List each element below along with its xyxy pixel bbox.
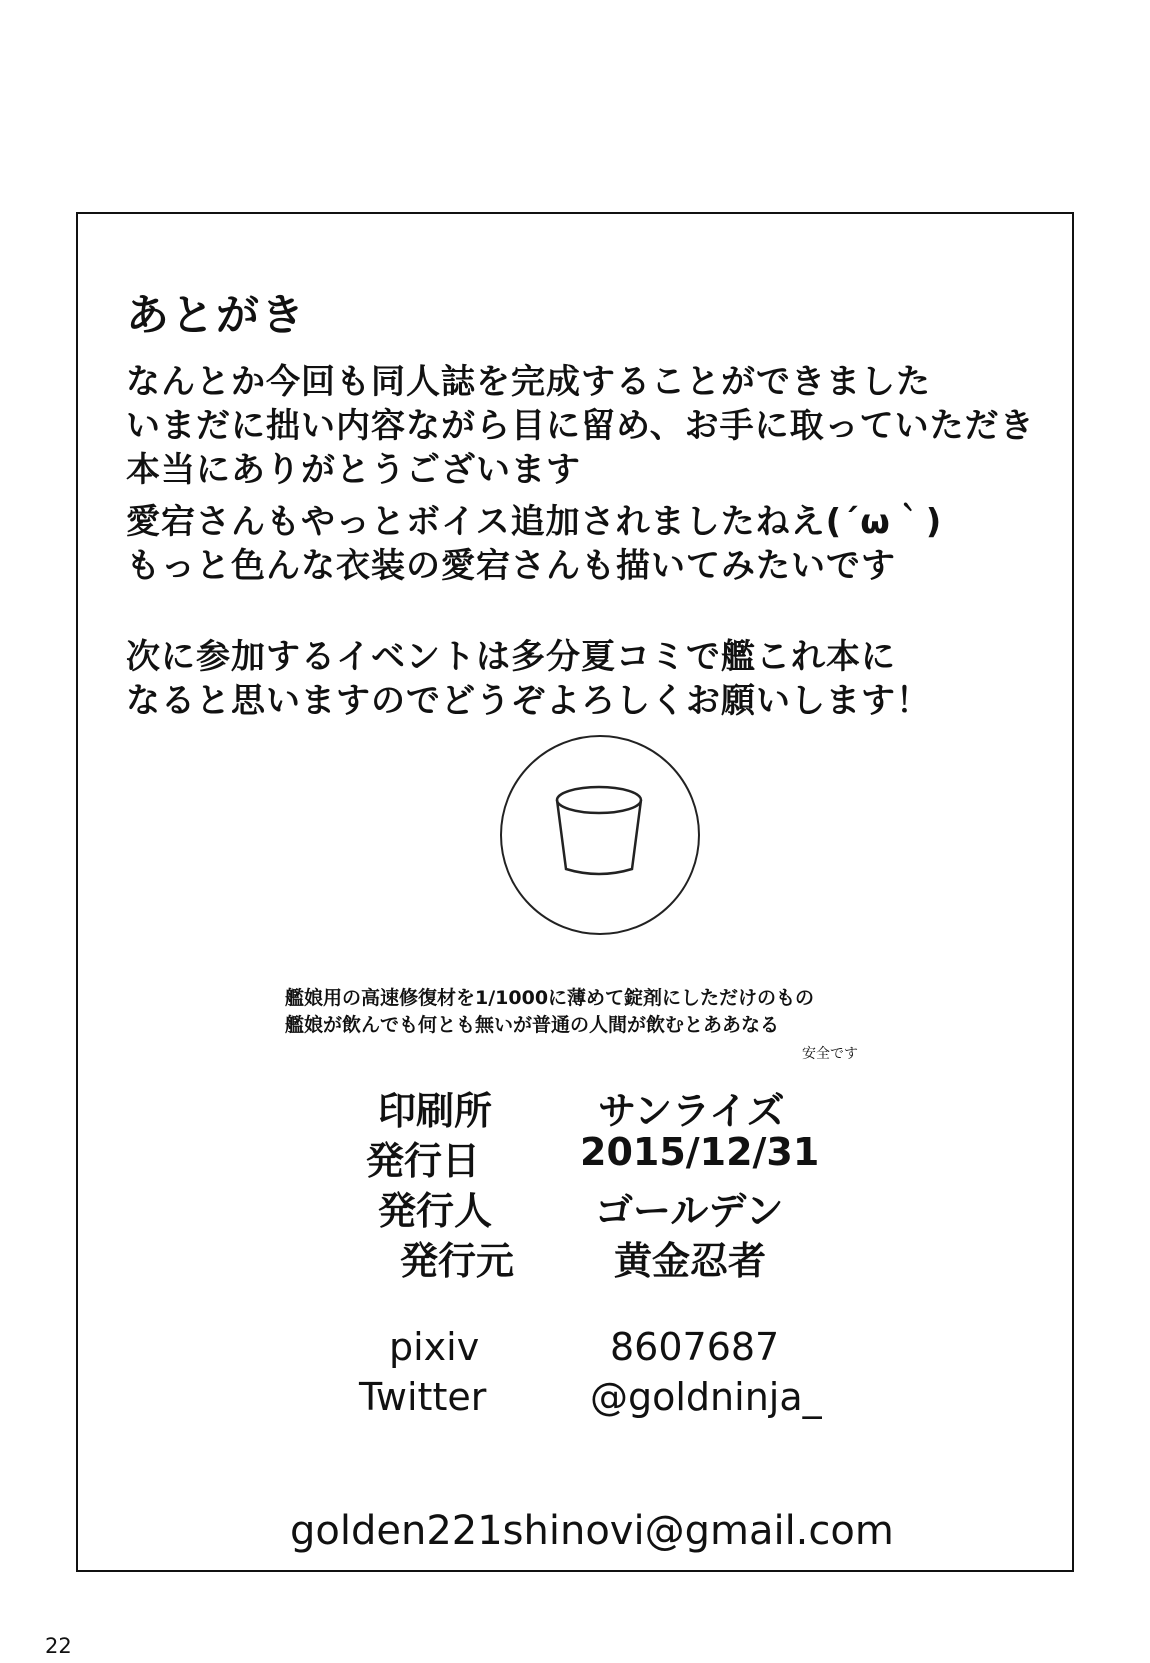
cup-icon bbox=[502, 737, 702, 937]
caption-note: 安全です bbox=[802, 1046, 858, 1062]
page-number: 22 bbox=[45, 1634, 72, 1658]
text-line: もっと色んな衣装の愛宕さんも描いてみたいです bbox=[126, 546, 896, 586]
pixiv-label: pixiv bbox=[389, 1325, 480, 1369]
caption-line: 艦娘が飲んでも何とも無いが普通の人間が飲むとああなる bbox=[285, 1014, 780, 1036]
printer-label: 印刷所 bbox=[378, 1089, 493, 1133]
issuer-value: 黄金忍者 bbox=[614, 1239, 767, 1283]
pill-caption bbox=[285, 985, 814, 1039]
date-label: 発行日 bbox=[366, 1139, 481, 1183]
pill-cup-illustration bbox=[500, 735, 700, 935]
afterword-heading: あとがき bbox=[126, 291, 306, 341]
contact-email: golden221shinovi@gmail.com bbox=[290, 1508, 894, 1554]
publisher-value: ゴールデン bbox=[595, 1189, 784, 1233]
text-line: なんとか今回も同人誌を完成することができました bbox=[126, 362, 931, 402]
caption-line: 艦娘用の高速修復材を1/1000に薄めて錠剤にしただけのもの bbox=[285, 987, 815, 1009]
text-line: なると思いますのでどうぞよろしくお願いします！ bbox=[126, 681, 931, 721]
twitter-handle: @goldninja_ bbox=[590, 1375, 822, 1419]
pixiv-id: 8607687 bbox=[610, 1325, 780, 1369]
text-line: 愛宕さんもやっとボイス追加されましたねえ(´ω｀) bbox=[126, 502, 943, 542]
twitter-label: Twitter bbox=[359, 1375, 487, 1419]
printer-value: サンライズ bbox=[598, 1089, 785, 1133]
text-line: 本当にありがとうございます bbox=[126, 450, 581, 490]
paragraph-next-event bbox=[126, 635, 931, 723]
paragraph-thanks bbox=[126, 360, 1035, 492]
date-value: 2015/12/31 bbox=[580, 1130, 820, 1174]
issuer-label: 発行元 bbox=[400, 1239, 515, 1283]
paragraph-atago bbox=[126, 500, 942, 588]
text-line: いまだに拙い内容ながら目に留め、お手に取っていただき bbox=[126, 406, 1035, 446]
publisher-label: 発行人 bbox=[378, 1189, 493, 1233]
text-line: 次に参加するイベントは多分夏コミで艦これ本に bbox=[126, 637, 896, 677]
